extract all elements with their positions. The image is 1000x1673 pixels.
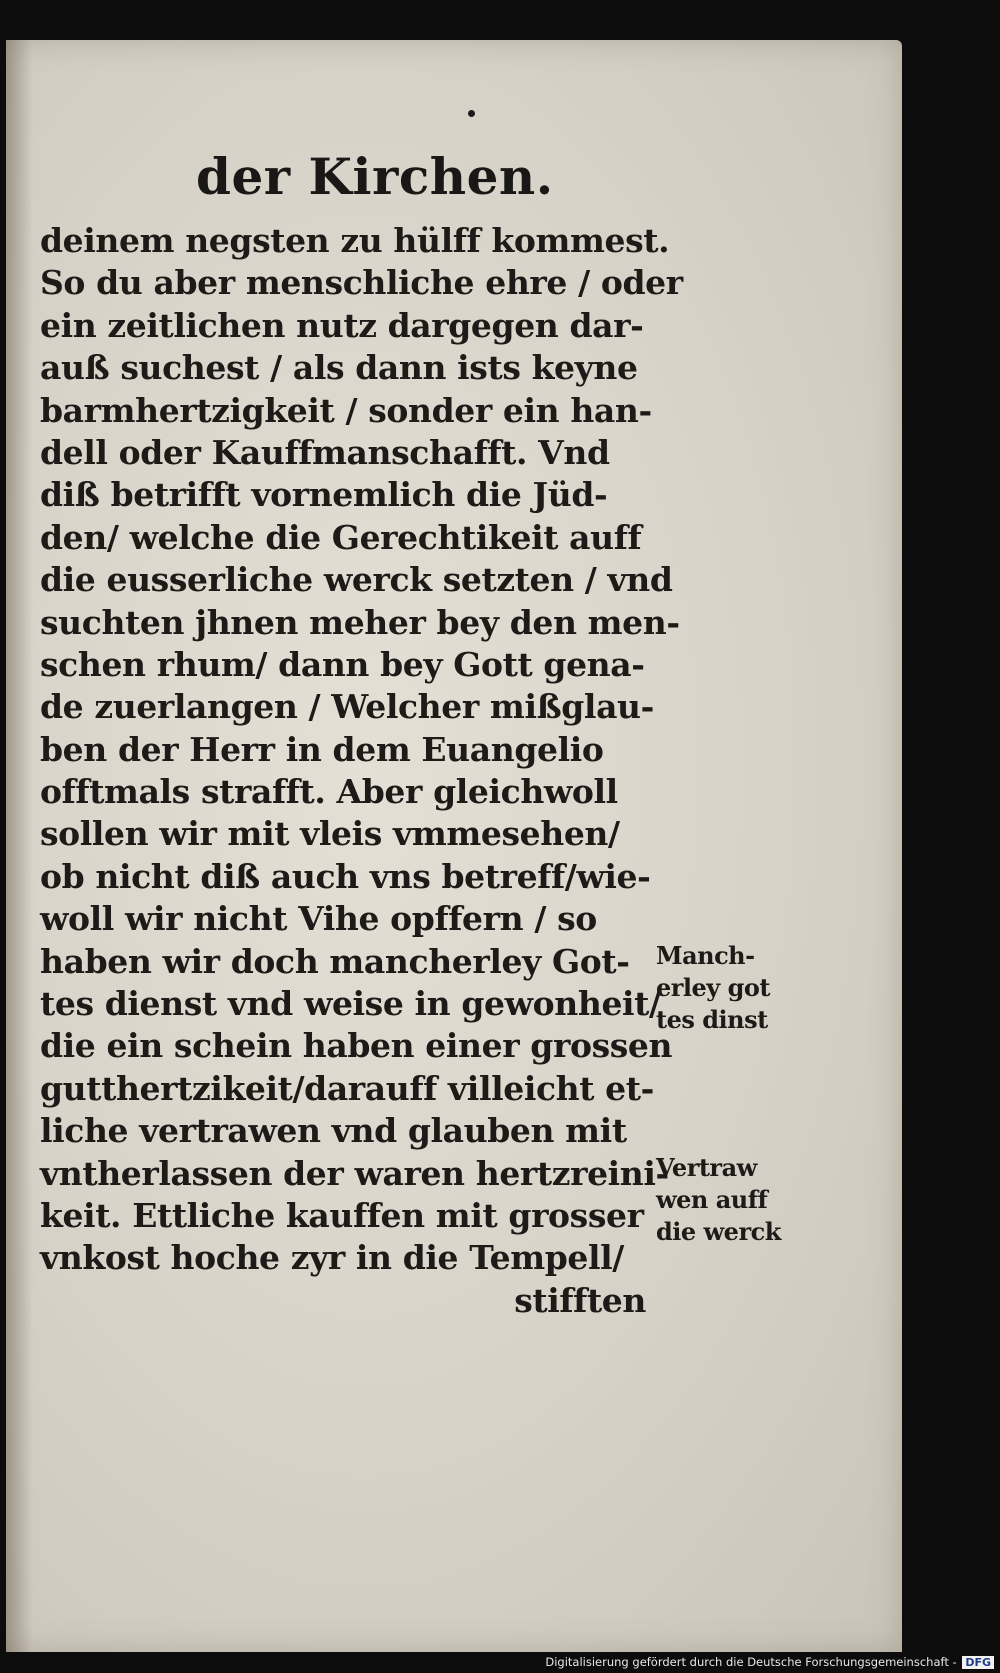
text-line: barmhertzigkeit / sonder ein han- — [40, 390, 652, 430]
catchword: stifften — [514, 1280, 646, 1320]
marginal-note-line: tes dinst — [656, 1005, 768, 1034]
marginal-note-line: die werck — [656, 1217, 781, 1246]
text-line: So du aber menschliche ehre / oder — [40, 263, 683, 303]
marginal-note-2 — [656, 1152, 796, 1248]
text-line: haben wir doch mancherley Got- — [40, 941, 630, 981]
dfg-logo: DFG — [962, 1656, 994, 1669]
marginal-note-line: Manch- — [656, 941, 755, 970]
text-line: ob nicht diß auch vns betreff/wie- — [40, 856, 651, 896]
book-page — [6, 40, 902, 1652]
text-line: tes dienst vnd weise in gewonheit/ — [40, 984, 661, 1024]
text-line: dell oder Kauffmanschafft. Vnd — [40, 432, 610, 472]
marginal-note-line: wen auff — [656, 1185, 768, 1214]
body-text — [40, 220, 683, 1322]
text-line: vnkost hoche zyr in die Tempell/ — [40, 1238, 624, 1278]
text-line: ben der Herr in dem Euangelio — [40, 729, 604, 769]
text-line: die ein schein haben einer grossen — [40, 1026, 673, 1066]
text-line: woll wir nicht Vihe opffern / so — [40, 899, 597, 939]
credit-text: Digitalisierung gefördert durch die Deutsche Forschungsgemeinschaft - — [545, 1655, 957, 1669]
marginal-note-line: erley got — [656, 973, 770, 1002]
text-line: sollen wir mit vleis vmmesehen/ — [40, 814, 620, 854]
text-line: den/ welche die Gerechtikeit auff — [40, 517, 642, 557]
text-line: die eusserliche werck setzten / vnd — [40, 560, 673, 600]
text-line: schen rhum/ dann bey Gott gena- — [40, 644, 645, 684]
text-line: keit. Ettliche kauffen mit grosser — [40, 1195, 644, 1235]
marginal-note-line: Vertraw — [656, 1153, 757, 1182]
text-line: suchten jhnen meher bey den men- — [40, 602, 680, 642]
page-mark-dot — [468, 110, 475, 117]
digitization-credit — [545, 1655, 994, 1669]
text-line: liche vertrawen vnd glauben mit — [40, 1111, 627, 1151]
text-line: deinem negsten zu hülff kommest. — [40, 221, 670, 260]
text-line: vntherlassen der waren hertzreini- — [40, 1153, 669, 1193]
marginal-note-1 — [656, 940, 796, 1036]
text-line: gutthertzikeit/darauff villeicht et- — [40, 1068, 654, 1108]
text-line: de zuerlangen / Welcher mißglau- — [40, 687, 654, 727]
text-line: auß suchest / als dann ists keyne — [40, 348, 638, 388]
text-line: diß betrifft vornemlich die Jüd- — [40, 475, 608, 515]
running-head: der Kirchen. — [196, 147, 554, 206]
text-line: offtmals strafft. Aber gleichwoll — [40, 772, 618, 812]
text-line: ein zeitlichen nutz dargegen dar- — [40, 305, 644, 345]
